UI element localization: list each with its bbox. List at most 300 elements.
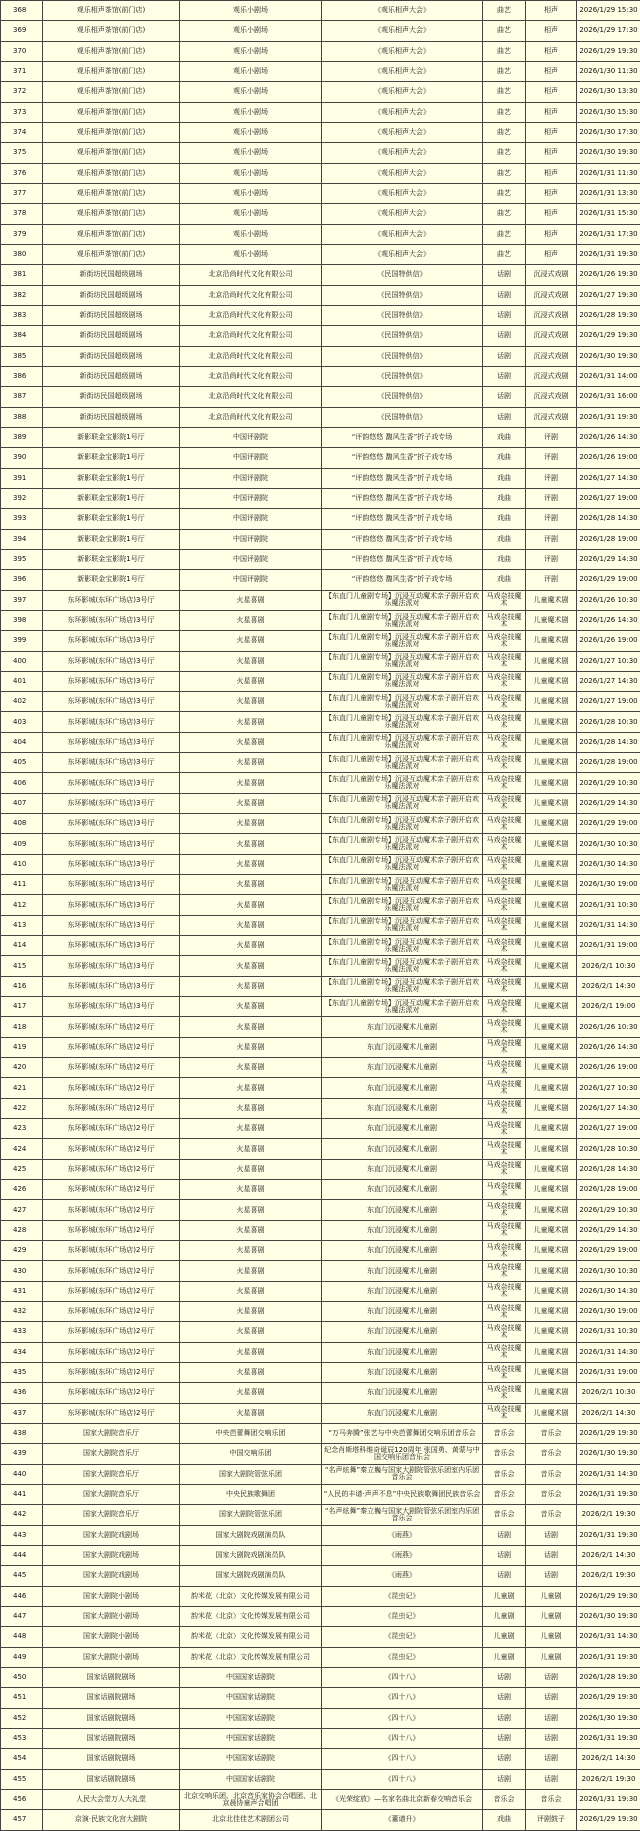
organizer-cell: 火星喜剧 [180, 1383, 322, 1403]
category-cell: 马戏杂技魔术 [483, 590, 526, 610]
category-cell: 马戏杂技魔术 [483, 1302, 526, 1322]
subcategory-cell: 相声 [526, 41, 577, 61]
row-number-cell: 395 [1, 549, 43, 569]
table-row [1, 407, 640, 427]
row-number-cell: 452 [1, 1708, 43, 1728]
subcategory-cell: 音乐会 [526, 1505, 577, 1525]
program-title-cell: 【东直门儿童剧专场】沉浸互动魔术亲子剧开启欢乐魔法派对 [322, 834, 483, 854]
subcategory-cell: 话剧 [526, 1769, 577, 1789]
schedule-rows [1, 1, 640, 1831]
venue-cell: 东环影城(东环广场店)3号厅 [43, 976, 180, 996]
table-row [1, 1342, 640, 1362]
organizer-cell: 韵米花（北京）文化传媒发展有限公司 [180, 1647, 322, 1667]
subcategory-cell: 相声 [526, 224, 577, 244]
subcategory-cell: 儿童魔术剧 [526, 1200, 577, 1220]
organizer-cell: 中国国家话剧院 [180, 1769, 322, 1789]
row-number-cell: 392 [1, 488, 43, 508]
category-cell: 话剧 [483, 1566, 526, 1586]
row-number-cell: 393 [1, 509, 43, 529]
organizer-cell: 火星喜剧 [180, 651, 322, 671]
venue-cell: 东环影城(东环广场店)3号厅 [43, 895, 180, 915]
row-number-cell: 456 [1, 1789, 43, 1809]
venue-cell: 观乐相声茶馆(前门店) [43, 244, 180, 264]
venue-cell: 国家大剧院音乐厅 [43, 1505, 180, 1525]
category-cell: 话剧 [483, 326, 526, 346]
show-time-cell: 2026/2/1 10:30 [577, 1383, 640, 1403]
row-number-cell: 407 [1, 793, 43, 813]
subcategory-cell: 儿童魔术剧 [526, 1281, 577, 1301]
row-number-cell: 448 [1, 1627, 43, 1647]
row-number-cell: 445 [1, 1566, 43, 1586]
organizer-cell: 观乐小剧场 [180, 41, 322, 61]
organizer-cell: 北京沿尚时代文化有限公司 [180, 407, 322, 427]
organizer-cell: 国家大剧院管弦乐团 [180, 1464, 322, 1484]
organizer-cell: 火星喜剧 [180, 1241, 322, 1261]
organizer-cell: 中国交响乐团 [180, 1444, 322, 1464]
program-title-cell: “评韵悠悠 馥风生香”折子戏专场 [322, 448, 483, 468]
row-number-cell: 413 [1, 915, 43, 935]
subcategory-cell: 相声 [526, 163, 577, 183]
venue-cell: 东环影城(东环广场店)3号厅 [43, 793, 180, 813]
category-cell: 曲艺 [483, 224, 526, 244]
row-number-cell: 381 [1, 265, 43, 285]
category-cell: 话剧 [483, 265, 526, 285]
show-time-cell: 2026/2/1 14:30 [577, 976, 640, 996]
category-cell: 音乐会 [483, 1484, 526, 1504]
row-number-cell: 420 [1, 1058, 43, 1078]
row-number-cell: 432 [1, 1302, 43, 1322]
venue-cell: 东环影城(东环广场店)2号厅 [43, 1362, 180, 1382]
category-cell: 儿童剧 [483, 1627, 526, 1647]
venue-cell: 新街坊民国超级剧场 [43, 407, 180, 427]
row-number-cell: 389 [1, 427, 43, 447]
category-cell: 马戏杂技魔术 [483, 1017, 526, 1037]
row-number-cell: 437 [1, 1403, 43, 1423]
category-cell: 马戏杂技魔术 [483, 692, 526, 712]
subcategory-cell: 评剧 [526, 570, 577, 590]
organizer-cell: 火星喜剧 [180, 1078, 322, 1098]
program-title-cell: “名声炫舞”秦立巍与国家大剧院管弦乐团室内乐团音乐会 [322, 1505, 483, 1525]
venue-cell: 观乐相声茶馆(前门店) [43, 41, 180, 61]
organizer-cell: 中央芭蕾舞团交响乐团 [180, 1423, 322, 1443]
subcategory-cell: 儿童魔术剧 [526, 1180, 577, 1200]
program-title-cell: 东直门沉浸魔术儿童剧 [322, 1180, 483, 1200]
organizer-cell: 观乐小剧场 [180, 122, 322, 142]
organizer-cell: 中国评剧院 [180, 549, 322, 569]
row-number-cell: 428 [1, 1220, 43, 1240]
subcategory-cell: 儿童魔术剧 [526, 1159, 577, 1179]
organizer-cell: 观乐小剧场 [180, 224, 322, 244]
program-title-cell: 【东直门儿童剧专场】沉浸互动魔术亲子剧开启欢乐魔法派对 [322, 732, 483, 752]
organizer-cell: 火星喜剧 [180, 956, 322, 976]
show-time-cell: 2026/1/26 14:30 [577, 427, 640, 447]
organizer-cell: 火星喜剧 [180, 1302, 322, 1322]
subcategory-cell: 相声 [526, 61, 577, 81]
subcategory-cell: 儿童魔术剧 [526, 692, 577, 712]
organizer-cell: 火星喜剧 [180, 610, 322, 630]
subcategory-cell: 话剧 [526, 1688, 577, 1708]
category-cell: 话剧 [483, 1708, 526, 1728]
show-time-cell: 2026/1/31 14:30 [577, 915, 640, 935]
venue-cell: 新影联金宝影院1号厅 [43, 549, 180, 569]
row-number-cell: 453 [1, 1728, 43, 1748]
table-row [1, 1119, 640, 1139]
row-number-cell: 384 [1, 326, 43, 346]
category-cell: 马戏杂技魔术 [483, 1037, 526, 1057]
organizer-cell: 中国国家话剧院 [180, 1688, 322, 1708]
show-time-cell: 2026/1/29 19:30 [577, 1423, 640, 1443]
program-title-cell: 【东直门儿童剧专场】沉浸互动魔术亲子剧开启欢乐魔法派对 [322, 875, 483, 895]
show-time-cell: 2026/1/31 19:30 [577, 1728, 640, 1748]
table-row [1, 265, 640, 285]
organizer-cell: 观乐小剧场 [180, 21, 322, 41]
row-number-cell: 383 [1, 305, 43, 325]
row-number-cell: 431 [1, 1281, 43, 1301]
table-row [1, 244, 640, 264]
row-number-cell: 417 [1, 997, 43, 1017]
show-time-cell: 2026/1/30 14:30 [577, 854, 640, 874]
show-time-cell: 2026/1/30 19:30 [577, 1606, 640, 1626]
organizer-cell: 中国评剧院 [180, 488, 322, 508]
table-row [1, 305, 640, 325]
show-time-cell: 2026/1/29 19:00 [577, 1241, 640, 1261]
program-title-cell: “评韵悠悠 馥风生香”折子戏专场 [322, 509, 483, 529]
category-cell: 马戏杂技魔术 [483, 1342, 526, 1362]
row-number-cell: 415 [1, 956, 43, 976]
subcategory-cell: 音乐会 [526, 1444, 577, 1464]
show-time-cell: 2026/1/27 14:30 [577, 468, 640, 488]
row-number-cell: 418 [1, 1017, 43, 1037]
program-title-cell: 《观乐相声大会》 [322, 21, 483, 41]
row-number-cell: 429 [1, 1241, 43, 1261]
organizer-cell: 火星喜剧 [180, 1322, 322, 1342]
row-number-cell: 374 [1, 122, 43, 142]
program-title-cell: 【东直门儿童剧专场】沉浸互动魔术亲子剧开启欢乐魔法派对 [322, 773, 483, 793]
category-cell: 戏曲 [483, 549, 526, 569]
show-time-cell: 2026/1/28 19:30 [577, 1667, 640, 1687]
program-title-cell: 东直门沉浸魔术儿童剧 [322, 1017, 483, 1037]
show-time-cell: 2026/1/31 14:00 [577, 366, 640, 386]
show-time-cell: 2026/1/31 19:30 [577, 1484, 640, 1504]
subcategory-cell: 评剧 [526, 488, 577, 508]
table-row [1, 82, 640, 102]
table-row [1, 1322, 640, 1342]
category-cell: 曲艺 [483, 183, 526, 203]
category-cell: 马戏杂技魔术 [483, 1180, 526, 1200]
table-row [1, 366, 640, 386]
subcategory-cell: 话剧 [526, 1566, 577, 1586]
table-row [1, 122, 640, 142]
organizer-cell: 火星喜剧 [180, 854, 322, 874]
venue-cell: 东环影城(东环广场店)2号厅 [43, 1017, 180, 1037]
table-row [1, 509, 640, 529]
show-time-cell: 2026/1/28 19:00 [577, 753, 640, 773]
show-time-cell: 2026/1/31 17:30 [577, 224, 640, 244]
category-cell: 马戏杂技魔术 [483, 671, 526, 691]
table-row [1, 1728, 640, 1748]
table-row [1, 285, 640, 305]
table-row [1, 1647, 640, 1667]
subcategory-cell: 儿童剧 [526, 1627, 577, 1647]
program-title-cell: 东直门沉浸魔术儿童剧 [322, 1241, 483, 1261]
organizer-cell: 火星喜剧 [180, 1362, 322, 1382]
table-row [1, 1444, 640, 1464]
organizer-cell: 中国国家话剧院 [180, 1749, 322, 1769]
table-row [1, 956, 640, 976]
row-number-cell: 368 [1, 1, 43, 21]
venue-cell: 国家大剧院小剧场 [43, 1647, 180, 1667]
venue-cell: 新影联金宝影院1号厅 [43, 570, 180, 590]
category-cell: 戏曲 [483, 468, 526, 488]
category-cell: 儿童剧 [483, 1586, 526, 1606]
show-time-cell: 2026/1/31 19:00 [577, 936, 640, 956]
venue-cell: 国家话剧院剧场 [43, 1667, 180, 1687]
organizer-cell: 北京交响乐团、北京音乐家协会合唱团、北京晨协童声合唱团 [180, 1789, 322, 1809]
row-number-cell: 426 [1, 1180, 43, 1200]
table-row [1, 1606, 640, 1626]
category-cell: 马戏杂技魔术 [483, 1159, 526, 1179]
show-time-cell: 2026/1/31 15:30 [577, 204, 640, 224]
show-time-cell: 2026/1/31 16:00 [577, 387, 640, 407]
subcategory-cell: 儿童魔术剧 [526, 631, 577, 651]
venue-cell: 国家大剧院戏剧场 [43, 1566, 180, 1586]
venue-cell: 东环影城(东环广场店)2号厅 [43, 1058, 180, 1078]
row-number-cell: 399 [1, 631, 43, 651]
row-number-cell: 387 [1, 387, 43, 407]
subcategory-cell: 话剧 [526, 1525, 577, 1545]
category-cell: 戏曲 [483, 509, 526, 529]
venue-cell: 东环影城(东环广场店)3号厅 [43, 814, 180, 834]
category-cell: 音乐会 [483, 1464, 526, 1484]
program-title-cell: 东直门沉浸魔术儿童剧 [322, 1383, 483, 1403]
organizer-cell: 韵米花（北京）文化传媒发展有限公司 [180, 1627, 322, 1647]
table-row [1, 427, 640, 447]
show-time-cell: 2026/1/26 19:00 [577, 1058, 640, 1078]
show-time-cell: 2026/1/31 19:30 [577, 1789, 640, 1809]
table-row [1, 448, 640, 468]
organizer-cell: 中央民族歌舞团 [180, 1484, 322, 1504]
subcategory-cell: 儿童魔术剧 [526, 936, 577, 956]
table-row [1, 102, 640, 122]
organizer-cell: 火星喜剧 [180, 1180, 322, 1200]
show-time-cell: 2026/1/28 19:00 [577, 529, 640, 549]
table-row [1, 834, 640, 854]
subcategory-cell: 评剧 [526, 529, 577, 549]
subcategory-cell: 儿童魔术剧 [526, 1078, 577, 1098]
table-row [1, 529, 640, 549]
category-cell: 马戏杂技魔术 [483, 1098, 526, 1118]
row-number-cell: 454 [1, 1749, 43, 1769]
table-row [1, 1688, 640, 1708]
category-cell: 马戏杂技魔术 [483, 1200, 526, 1220]
venue-cell: 新街坊民国超级剧场 [43, 346, 180, 366]
program-title-cell: “评韵悠悠 馥风生香”折子戏专场 [322, 488, 483, 508]
table-row [1, 1058, 640, 1078]
subcategory-cell: 儿童剧 [526, 1647, 577, 1667]
table-row [1, 61, 640, 81]
subcategory-cell: 评剧 [526, 509, 577, 529]
category-cell: 话剧 [483, 285, 526, 305]
venue-cell: 东环影城(东环广场店)2号厅 [43, 1078, 180, 1098]
organizer-cell: 北京沿尚时代文化有限公司 [180, 265, 322, 285]
venue-cell: 国家大剧院戏剧场 [43, 1545, 180, 1565]
table-row [1, 651, 640, 671]
table-row [1, 1545, 640, 1565]
subcategory-cell: 相声 [526, 82, 577, 102]
organizer-cell: 观乐小剧场 [180, 244, 322, 264]
organizer-cell: 北京沿尚时代文化有限公司 [180, 387, 322, 407]
table-row [1, 895, 640, 915]
venue-cell: 国家话剧院剧场 [43, 1688, 180, 1708]
program-title-cell: 【东直门儿童剧专场】沉浸互动魔术亲子剧开启欢乐魔法派对 [322, 915, 483, 935]
show-time-cell: 2026/1/29 17:30 [577, 21, 640, 41]
venue-cell: 东环影城(东环广场店)2号厅 [43, 1037, 180, 1057]
table-row [1, 671, 640, 691]
subcategory-cell: 儿童魔术剧 [526, 976, 577, 996]
table-row [1, 1159, 640, 1179]
category-cell: 马戏杂技魔术 [483, 1322, 526, 1342]
row-number-cell: 451 [1, 1688, 43, 1708]
subcategory-cell: 相声 [526, 183, 577, 203]
organizer-cell: 火星喜剧 [180, 1139, 322, 1159]
venue-cell: 东环影城(东环广场店)2号厅 [43, 1139, 180, 1159]
organizer-cell: 国家大剧院管弦乐团 [180, 1505, 322, 1525]
program-title-cell: 《民国特供信》 [322, 346, 483, 366]
row-number-cell: 438 [1, 1423, 43, 1443]
subcategory-cell: 音乐会 [526, 1789, 577, 1809]
venue-cell: 东环影城(东环广场店)2号厅 [43, 1119, 180, 1139]
venue-cell: 东环影城(东环广场店)3号厅 [43, 631, 180, 651]
category-cell: 马戏杂技魔术 [483, 1362, 526, 1382]
organizer-cell: 观乐小剧场 [180, 102, 322, 122]
program-title-cell: 《四十八》 [322, 1749, 483, 1769]
category-cell: 曲艺 [483, 143, 526, 163]
organizer-cell: 火星喜剧 [180, 895, 322, 915]
subcategory-cell: 儿童魔术剧 [526, 814, 577, 834]
row-number-cell: 427 [1, 1200, 43, 1220]
row-number-cell: 371 [1, 61, 43, 81]
category-cell: 马戏杂技魔术 [483, 773, 526, 793]
program-title-cell: 【东直门儿童剧专场】沉浸互动魔术亲子剧开启欢乐魔法派对 [322, 753, 483, 773]
program-title-cell: 东直门沉浸魔术儿童剧 [322, 1281, 483, 1301]
table-row [1, 712, 640, 732]
table-row [1, 590, 640, 610]
category-cell: 马戏杂技魔术 [483, 651, 526, 671]
row-number-cell: 377 [1, 183, 43, 203]
row-number-cell: 439 [1, 1444, 43, 1464]
program-title-cell: 【东直门儿童剧专场】沉浸互动魔术亲子剧开启欢乐魔法派对 [322, 936, 483, 956]
category-cell: 话剧 [483, 305, 526, 325]
program-title-cell: 《民国特供信》 [322, 366, 483, 386]
program-title-cell: 《民国特供信》 [322, 265, 483, 285]
row-number-cell: 401 [1, 671, 43, 691]
table-row [1, 1484, 640, 1504]
category-cell: 戏曲 [483, 1810, 526, 1830]
venue-cell: 国家话剧院剧场 [43, 1708, 180, 1728]
show-time-cell: 2026/1/27 14:30 [577, 671, 640, 691]
venue-cell: 东环影城(东环广场店)2号厅 [43, 1403, 180, 1423]
subcategory-cell: 话剧 [526, 1667, 577, 1687]
table-row [1, 1241, 640, 1261]
show-time-cell: 2026/1/31 13:30 [577, 183, 640, 203]
venue-cell: 国家大剧院音乐厅 [43, 1444, 180, 1464]
organizer-cell: 火星喜剧 [180, 590, 322, 610]
program-title-cell: 《雨燕》 [322, 1525, 483, 1545]
row-number-cell: 419 [1, 1037, 43, 1057]
subcategory-cell: 相声 [526, 143, 577, 163]
venue-cell: 新影联金宝影院1号厅 [43, 488, 180, 508]
row-number-cell: 457 [1, 1810, 43, 1830]
table-row [1, 224, 640, 244]
subcategory-cell: 儿童魔术剧 [526, 1119, 577, 1139]
venue-cell: 新影联金宝影院1号厅 [43, 529, 180, 549]
show-time-cell: 2026/1/30 19:30 [577, 143, 640, 163]
table-row [1, 1566, 640, 1586]
table-row [1, 753, 640, 773]
subcategory-cell: 沉浸式戏剧 [526, 326, 577, 346]
category-cell: 话剧 [483, 1688, 526, 1708]
organizer-cell: 火星喜剧 [180, 976, 322, 996]
venue-cell: 东环影城(东环广场店)3号厅 [43, 875, 180, 895]
program-title-cell: 东直门沉浸魔术儿童剧 [322, 1200, 483, 1220]
program-title-cell: 《昆虫记》 [322, 1606, 483, 1626]
table-row [1, 1708, 640, 1728]
row-number-cell: 425 [1, 1159, 43, 1179]
subcategory-cell: 儿童魔术剧 [526, 1383, 577, 1403]
show-time-cell: 2026/1/29 19:30 [577, 1586, 640, 1606]
category-cell: 马戏杂技魔术 [483, 1139, 526, 1159]
venue-cell: 东环影城(东环广场店)3号厅 [43, 671, 180, 691]
category-cell: 曲艺 [483, 163, 526, 183]
program-title-cell: 《昆虫记》 [322, 1586, 483, 1606]
program-title-cell: 【东直门儿童剧专场】沉浸互动魔术亲子剧开启欢乐魔法派对 [322, 631, 483, 651]
show-time-cell: 2026/1/30 17:30 [577, 122, 640, 142]
show-time-cell: 2026/1/29 19:00 [577, 814, 640, 834]
subcategory-cell: 儿童魔术剧 [526, 1302, 577, 1322]
subcategory-cell: 儿童魔术剧 [526, 1342, 577, 1362]
venue-cell: 新街坊民国超级剧场 [43, 265, 180, 285]
row-number-cell: 375 [1, 143, 43, 163]
category-cell: 马戏杂技魔术 [483, 1058, 526, 1078]
venue-cell: 国家大剧院戏剧场 [43, 1525, 180, 1545]
show-time-cell: 2026/1/27 19:30 [577, 285, 640, 305]
subcategory-cell: 儿童魔术剧 [526, 793, 577, 813]
subcategory-cell: 音乐会 [526, 1423, 577, 1443]
subcategory-cell: 儿童魔术剧 [526, 875, 577, 895]
program-title-cell: “评韵悠悠 馥风生香”折子戏专场 [322, 529, 483, 549]
table-row [1, 488, 640, 508]
organizer-cell: 火星喜剧 [180, 875, 322, 895]
table-row [1, 1098, 640, 1118]
organizer-cell: 北京北佳佳艺术剧团公司 [180, 1810, 322, 1830]
program-title-cell: 《四十八》 [322, 1769, 483, 1789]
show-time-cell: 2026/1/27 10:30 [577, 651, 640, 671]
row-number-cell: 369 [1, 21, 43, 41]
venue-cell: 国家大剧院音乐厅 [43, 1464, 180, 1484]
venue-cell: 东环影城(东环广场店)2号厅 [43, 1098, 180, 1118]
table-row [1, 346, 640, 366]
show-time-cell: 2026/1/30 15:30 [577, 102, 640, 122]
category-cell: 马戏杂技魔术 [483, 1241, 526, 1261]
program-title-cell: 【东直门儿童剧专场】沉浸互动魔术亲子剧开启欢乐魔法派对 [322, 814, 483, 834]
subcategory-cell: 儿童魔术剧 [526, 1403, 577, 1423]
category-cell: 马戏杂技魔术 [483, 915, 526, 935]
show-time-cell: 2026/1/30 13:30 [577, 82, 640, 102]
program-title-cell: 东直门沉浸魔术儿童剧 [322, 1322, 483, 1342]
show-time-cell: 2026/1/31 14:30 [577, 1627, 640, 1647]
row-number-cell: 404 [1, 732, 43, 752]
venue-cell: 东环影城(东环广场店)3号厅 [43, 692, 180, 712]
